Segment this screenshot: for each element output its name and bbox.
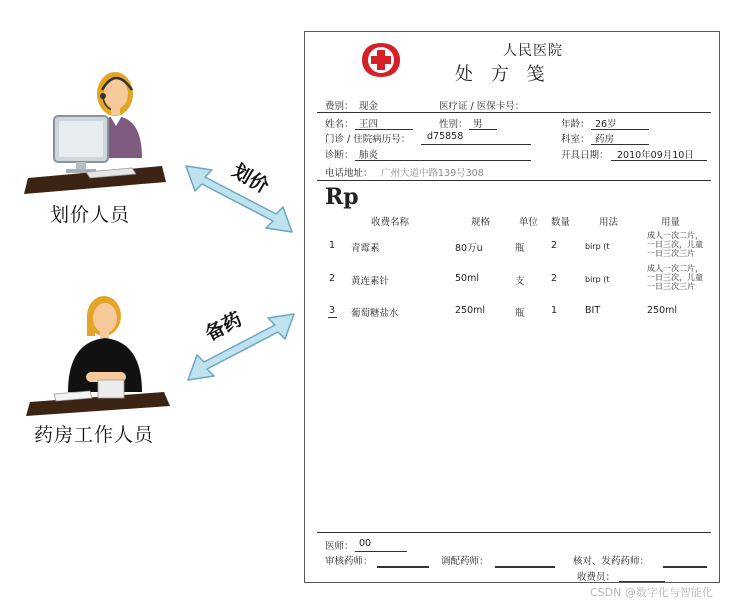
dept-value: 药房	[595, 134, 615, 145]
diag-label: 诊断：	[325, 150, 354, 161]
pricing-arrow-label: 划价	[228, 159, 273, 198]
table-row-number: 1	[329, 240, 336, 251]
table-cell-usage: BIT	[585, 305, 601, 316]
table-cell-spec: 50ml	[455, 273, 479, 284]
column-header: 用量	[661, 217, 681, 228]
review-pharmacist-underline	[377, 566, 429, 568]
date-value: 2010年09月10日	[617, 150, 694, 161]
column-header: 用法	[599, 217, 619, 228]
table-cell-name: 黄连素针	[351, 276, 390, 287]
sex-label: 性别：	[439, 119, 468, 130]
pharmacy-staff-illustration	[24, 288, 174, 418]
review-pharmacist-label: 审核药师：	[325, 556, 373, 567]
form-title: 处 方 笺	[455, 64, 551, 85]
table-cell-unit: 瓶	[515, 308, 525, 319]
dispensing-arrow-label: 备药	[201, 308, 246, 346]
diag-value: 肺炎	[359, 150, 379, 161]
name-label: 姓名：	[325, 119, 354, 130]
name-value: 王四	[359, 119, 379, 130]
table-cell-dose: 一日三次，儿童	[647, 240, 703, 249]
column-header: 规格	[471, 217, 491, 228]
sex-value: 男	[473, 119, 483, 130]
record-value: d75858	[427, 131, 464, 142]
pricing-staff-label: 划价人员	[50, 204, 131, 226]
table-cell-dose: 一日三次三片	[647, 249, 695, 258]
table-row-number: 2	[329, 273, 336, 284]
diag-underline	[355, 160, 531, 161]
doctor-underline	[355, 551, 407, 552]
doctor-value: 00	[359, 538, 372, 549]
table-row-number: 3	[329, 305, 336, 316]
cashier-label: 收费员：	[577, 572, 616, 583]
pricing-staff-illustration	[20, 60, 170, 200]
age-underline	[591, 129, 649, 130]
table-cell-dose: 成人一次二片，	[647, 264, 703, 273]
prescription-sheet	[304, 31, 720, 583]
divider	[317, 112, 711, 113]
table-cell-unit: 支	[515, 276, 525, 287]
divider	[317, 532, 711, 533]
table-cell-name: 青霉素	[351, 243, 380, 254]
name-underline	[355, 129, 413, 130]
table-cell-dose: 一日三次三片	[647, 282, 695, 291]
age-value: 26岁	[595, 119, 617, 130]
column-header: 收费名称	[371, 217, 410, 228]
payment-value: 现金	[359, 101, 379, 112]
dept-underline	[591, 144, 649, 145]
column-header: 数量	[551, 217, 571, 228]
prep-pharmacist-label: 调配药师：	[441, 556, 489, 567]
record-underline	[421, 144, 531, 145]
watermark-text: CSDN @数字化与智能化	[590, 586, 713, 599]
table-cell-qty: 2	[551, 273, 558, 284]
table-cell-unit: 瓶	[515, 243, 525, 254]
divider	[317, 180, 711, 181]
addr-value: 广州大道中路139号308	[381, 168, 484, 179]
table-cell-dose: 成人一次二片，	[647, 231, 703, 240]
hospital-name: 人民医院	[503, 43, 563, 59]
table-cell-qty: 2	[551, 240, 558, 251]
row-number-underline	[328, 317, 337, 318]
sex-underline	[469, 129, 497, 130]
dept-label: 科室：	[561, 134, 590, 145]
check-pharmacist-label: 核对、发药药师：	[573, 556, 650, 567]
table-cell-spec: 250ml	[455, 305, 486, 316]
doctor-label: 医师：	[325, 541, 354, 552]
date-underline	[611, 160, 707, 161]
payment-label: 费别：	[325, 101, 354, 112]
table-cell-name: 葡萄糖盐水	[351, 308, 399, 319]
table-cell-qty: 1	[551, 305, 558, 316]
check-pharmacist-underline	[663, 566, 707, 568]
prep-pharmacist-underline	[495, 566, 555, 568]
rp-mark: Rp	[325, 184, 359, 210]
table-cell-spec: 80万u	[455, 243, 483, 254]
record-label: 门诊 / 住院病历号：	[325, 134, 411, 145]
column-header: 单位	[519, 217, 539, 228]
table-cell-usage: birp (t	[585, 275, 610, 284]
table-cell-usage: birp (t	[585, 242, 610, 251]
age-label: 年龄：	[561, 119, 590, 130]
addr-label: 电话地址：	[325, 168, 373, 179]
date-label: 开具日期：	[561, 150, 609, 161]
insurance-label: 医疗证 / 医保卡号：	[439, 101, 525, 112]
table-cell-dose: 一日三次，儿童	[647, 273, 703, 282]
cashier-underline	[619, 581, 665, 582]
pharmacy-staff-label: 药房工作人员	[34, 424, 155, 446]
red-cross-logo-icon	[359, 40, 403, 80]
table-cell-dose: 250ml	[647, 305, 678, 316]
